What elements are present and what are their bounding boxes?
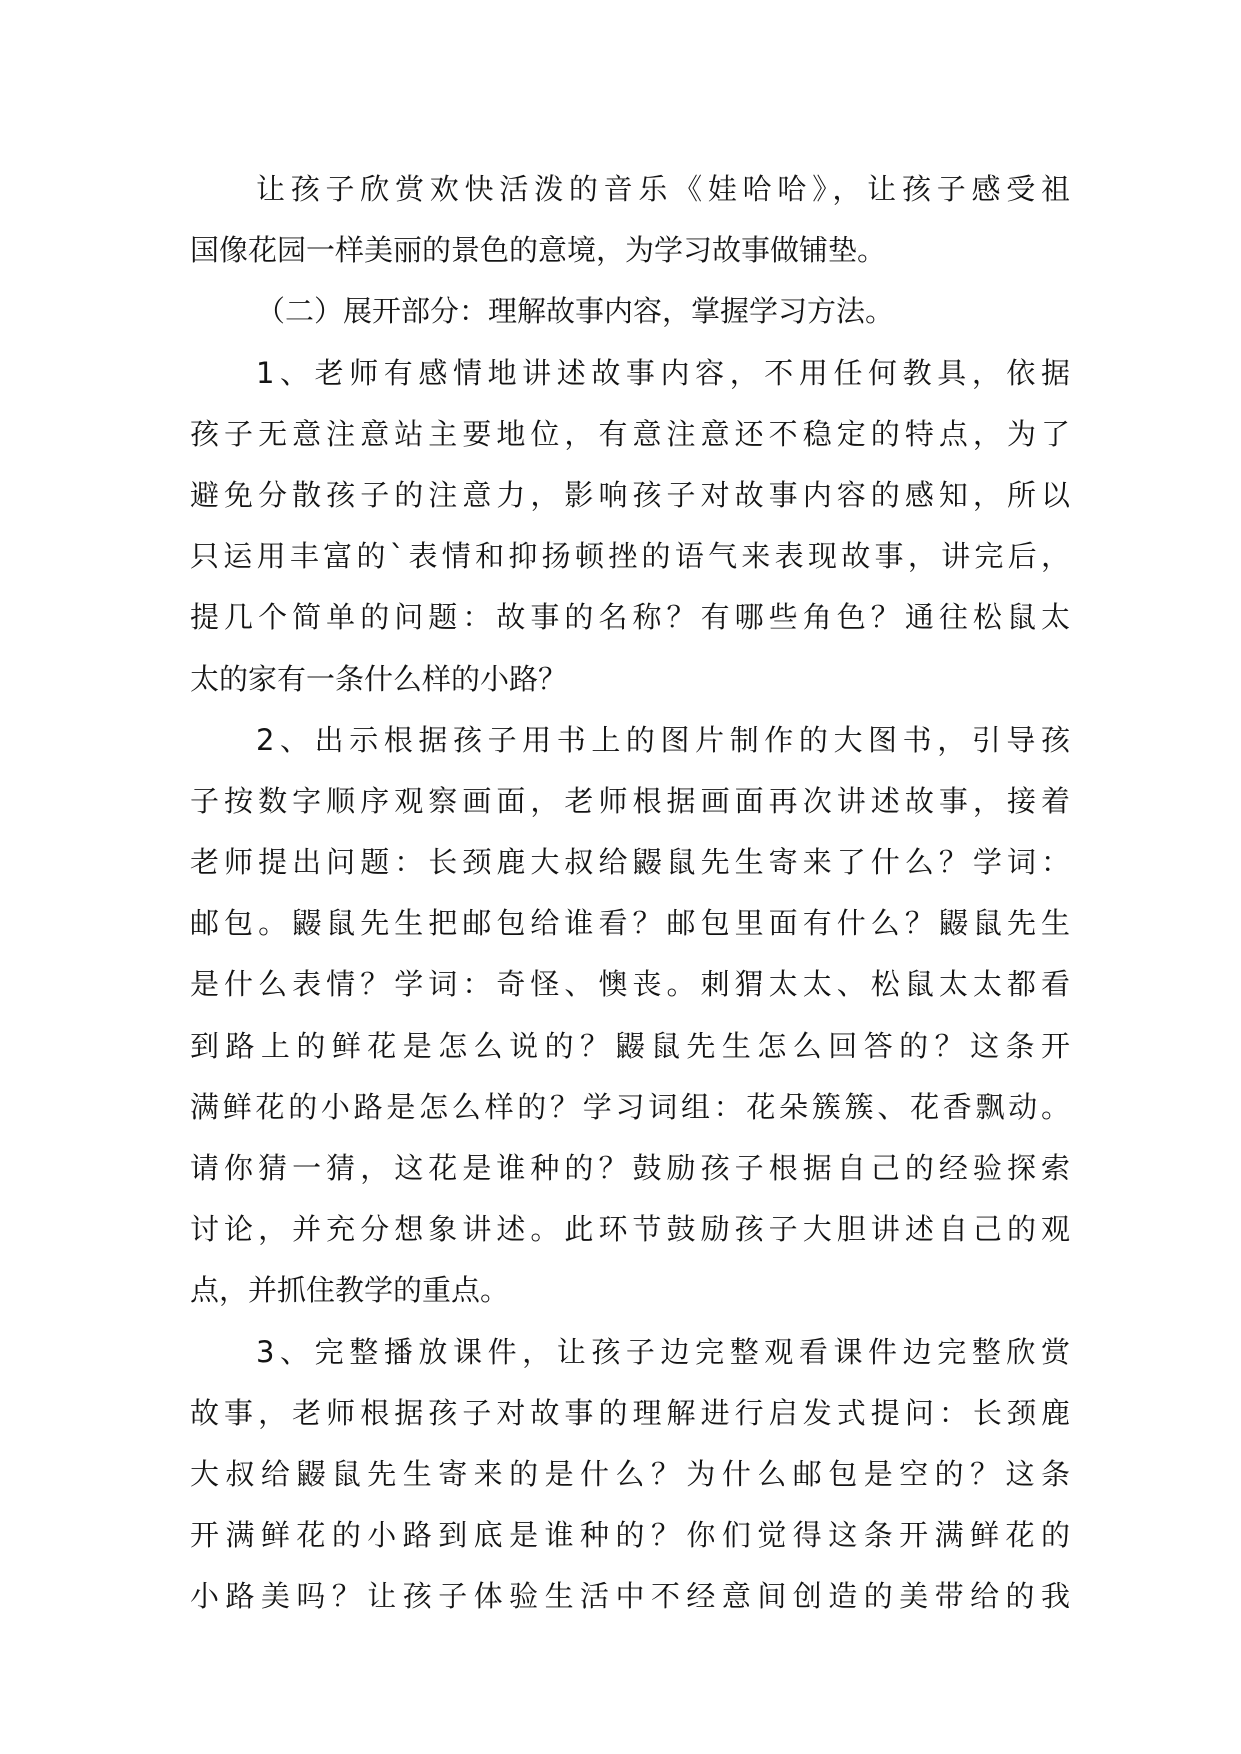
paragraph-4-line-5: 小路美吗？让孩子体验生活中不经意间创造的美带给的我 [190,1579,1070,1614]
paragraph-3-line-10: 点，并抓住教学的重点。 [190,1273,510,1308]
paragraph-4-line-3: 大叔给鼹鼠先生寄来的是什么？为什么邮包是空的？这条 [190,1456,1070,1491]
paragraph-3-line-4: 邮包。鼹鼠先生把邮包给谁看？邮包里面有什么？鼹鼠先生 [190,906,1070,941]
paragraph-1-line-2: 国像花园一样美丽的景色的意境，为学习故事做铺垫。 [190,233,887,268]
paragraph-3-line-3: 老师提出问题：长颈鹿大叔给鼹鼠先生寄来了什么？学词： [190,845,1070,880]
paragraph-3-line-9: 讨论，并充分想象讲述。此环节鼓励孩子大胆讲述自己的观 [190,1212,1070,1247]
paragraph-2-line-6: 太的家有一条什么样的小路？ [190,661,568,696]
paragraph-4-line-4: 开满鲜花的小路到底是谁种的？你们觉得这条开满鲜花的 [190,1518,1070,1553]
paragraph-4-line-1: 3、完整播放课件，让孩子边完整观看课件边完整欣赏 [256,1334,1070,1369]
paragraph-3-line-2: 子按数字顺序观察画面，老师根据画面再次讲述故事，接着 [190,783,1070,818]
paragraph-2-line-2: 孩子无意注意站主要地位，有意注意还不稳定的特点，为了 [190,416,1070,451]
section-heading: （二）展开部分：理解故事内容，掌握学习方法。 [256,294,895,329]
paragraph-3-line-1: 2、出示根据孩子用书上的图片制作的大图书，引导孩 [256,722,1070,757]
paragraph-2-line-1: 1、老师有感情地讲述故事内容，不用任何教具，依据 [256,355,1070,390]
paragraph-2-line-4: 只运用丰富的`表情和抑扬顿挫的语气来表现故事，讲完后， [190,539,1070,574]
paragraph-4-line-2: 故事，老师根据孩子对故事的理解进行启发式提问：长颈鹿 [190,1395,1070,1430]
paragraph-2-line-3: 避免分散孩子的注意力，影响孩子对故事内容的感知，所以 [190,477,1070,512]
paragraph-3-line-7: 满鲜花的小路是怎么样的？学习词组：花朵簇簇、花香飘动。 [190,1089,1070,1124]
paragraph-3-line-8: 请你猜一猜，这花是谁种的？鼓励孩子根据自己的经验探索 [190,1151,1070,1185]
paragraph-2-line-5: 提几个简单的问题：故事的名称？有哪些角色？通往松鼠太 [190,600,1070,635]
paragraph-3-line-5: 是什么表情？学词：奇怪、懊丧。刺猬太太、松鼠太太都看 [190,967,1070,1002]
paragraph-1-line-1: 让孩子欣赏欢快活泼的音乐《娃哈哈》，让孩子感受祖 [256,172,1070,206]
paragraph-3-line-6: 到路上的鲜花是怎么说的？鼹鼠先生怎么回答的？这条开 [190,1028,1070,1063]
body-text [190,159,1070,1628]
